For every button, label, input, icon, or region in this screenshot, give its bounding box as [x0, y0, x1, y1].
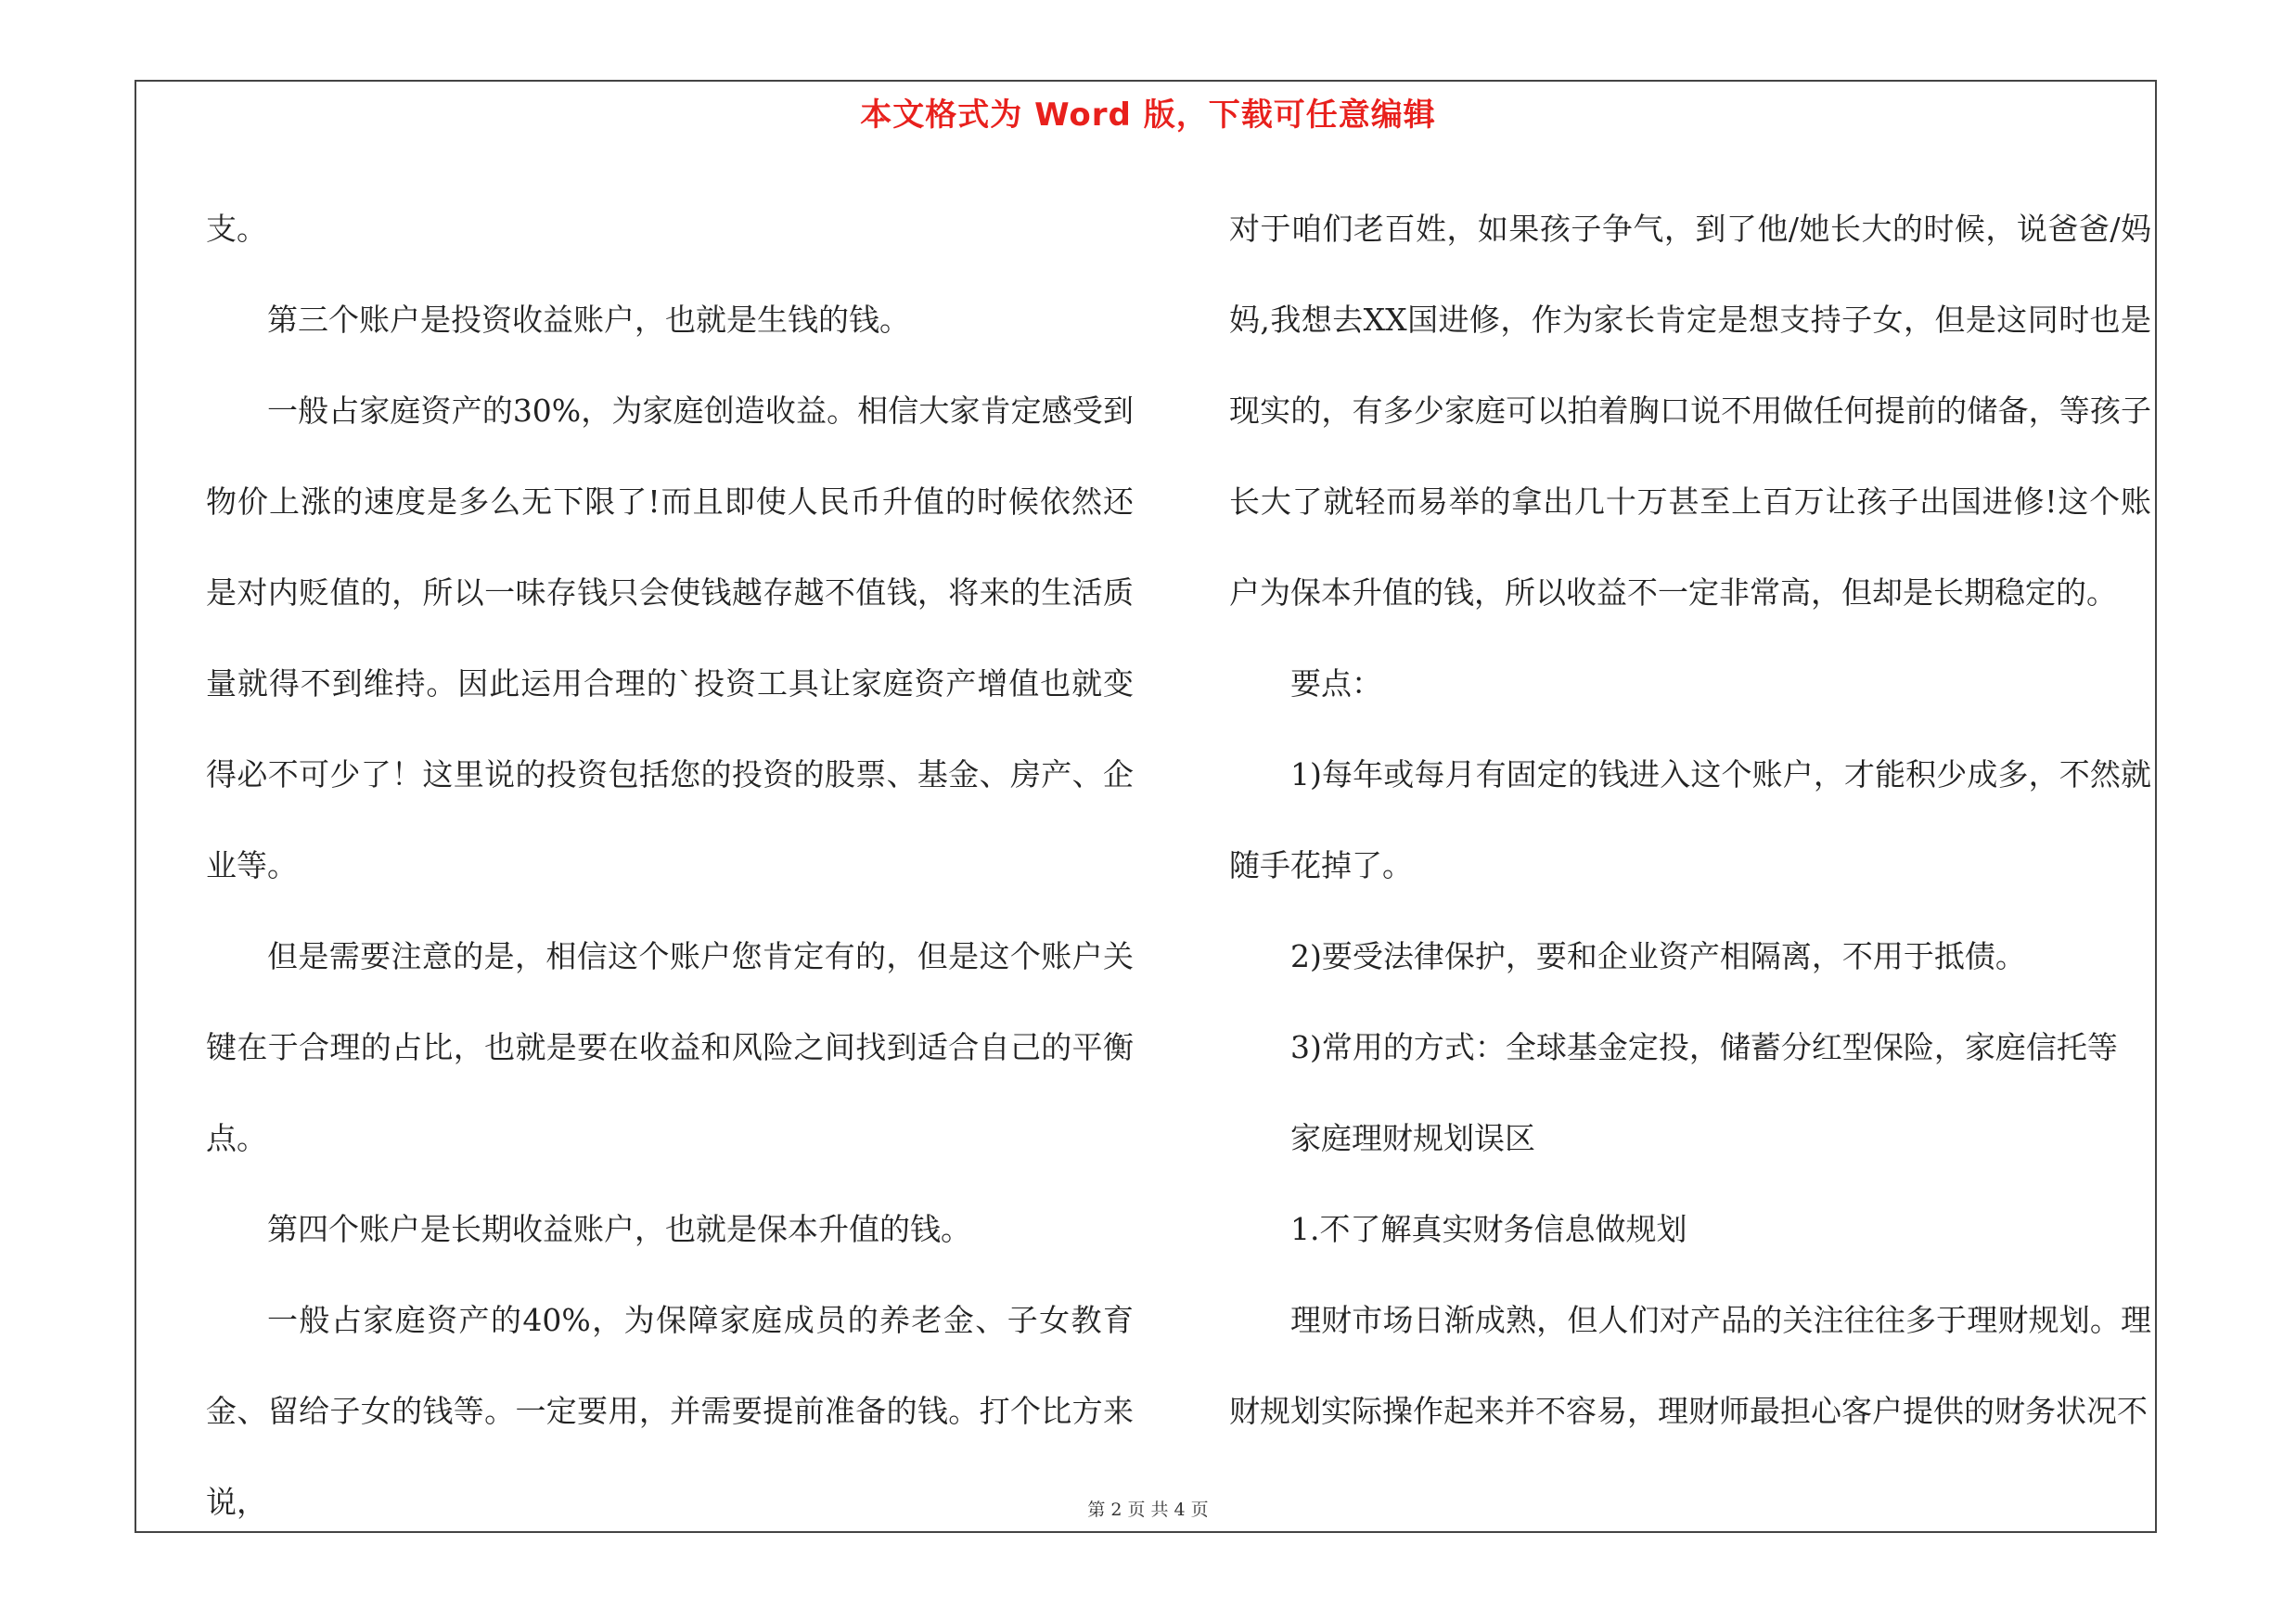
paragraph: 1)每年或每月有固定的钱进入这个账户，才能积少成多，不然就随手花掉了。 [1229, 756, 2151, 883]
paragraph: 支。 [206, 211, 267, 247]
paragraph: 1.不了解真实财务信息做规划 [1290, 1211, 1687, 1247]
paragraph: 一般占家庭资产的30%，为家庭创造收益。相信大家肯定感受到物价上涨的速度是多么无下限了!而且即使人民币升值的时候依然还是对内贬值的，所以一味存钱只会使钱越存越不值钱，将来的生活质量就得不到维持。因此运用合理的`投资工具让家庭资产增值也就变得必不可少了！这里说的投资包括您的投资的股票、基金、房产、企业等。 [206, 393, 1134, 883]
paragraph: 3)常用的方式：全球基金定投，储蓄分红型保险，家庭信托等 [1290, 1029, 2118, 1065]
paragraph: 第四个账户是长期收益账户，也就是保本升值的钱。 [267, 1211, 971, 1247]
paragraph: 理财市场日渐成熟，但人们对产品的关注往往多于理财规划。理财规划实际操作起来并不容易，理财师最担心客户提供的财务状况不 [1229, 1302, 2151, 1429]
paragraph: 对于咱们老百姓，如果孩子争气，到了他/她长大的时候，说爸爸/妈妈,我想去XX国进修，作为家长肯定是想支持子女，但是这同时也是现实的，有多少家庭可以拍着胸口说不用做任何提前的储备，等孩子长大了就轻而易举的拿出几十万甚至上百万让孩子出国进修!这个账户为保本升值的钱，所以收益不一定非常高，但却是长期稳定的。 [1229, 211, 2151, 611]
paragraph: 但是需要注意的是，相信这个账户您肯定有的，但是这个账户关键在于合理的占比，也就是要在收益和风险之间找到适合自己的平衡点。 [206, 938, 1134, 1156]
page-number: 第 2 页 共 4 页 [1087, 1500, 1209, 1520]
paragraph: 2)要受法律保护，要和企业资产相隔离，不用于抵债。 [1290, 938, 2026, 974]
left-column [206, 184, 1134, 1548]
header-banner: 本文格式为 Word 版，下载可任意编辑 [860, 97, 1436, 134]
right-column [1229, 184, 2151, 1457]
paragraph: 要点： [1290, 665, 1382, 702]
paragraph: 一般占家庭资产的40%，为保障家庭成员的养老金、子女教育金、留给子女的钱等。一定要用，并需要提前准备的钱。打个比方来说， [206, 1302, 1134, 1520]
paragraph: 第三个账户是投资收益账户，也就是生钱的钱。 [267, 302, 910, 338]
section-heading: 家庭理财规划误区 [1290, 1120, 1535, 1156]
